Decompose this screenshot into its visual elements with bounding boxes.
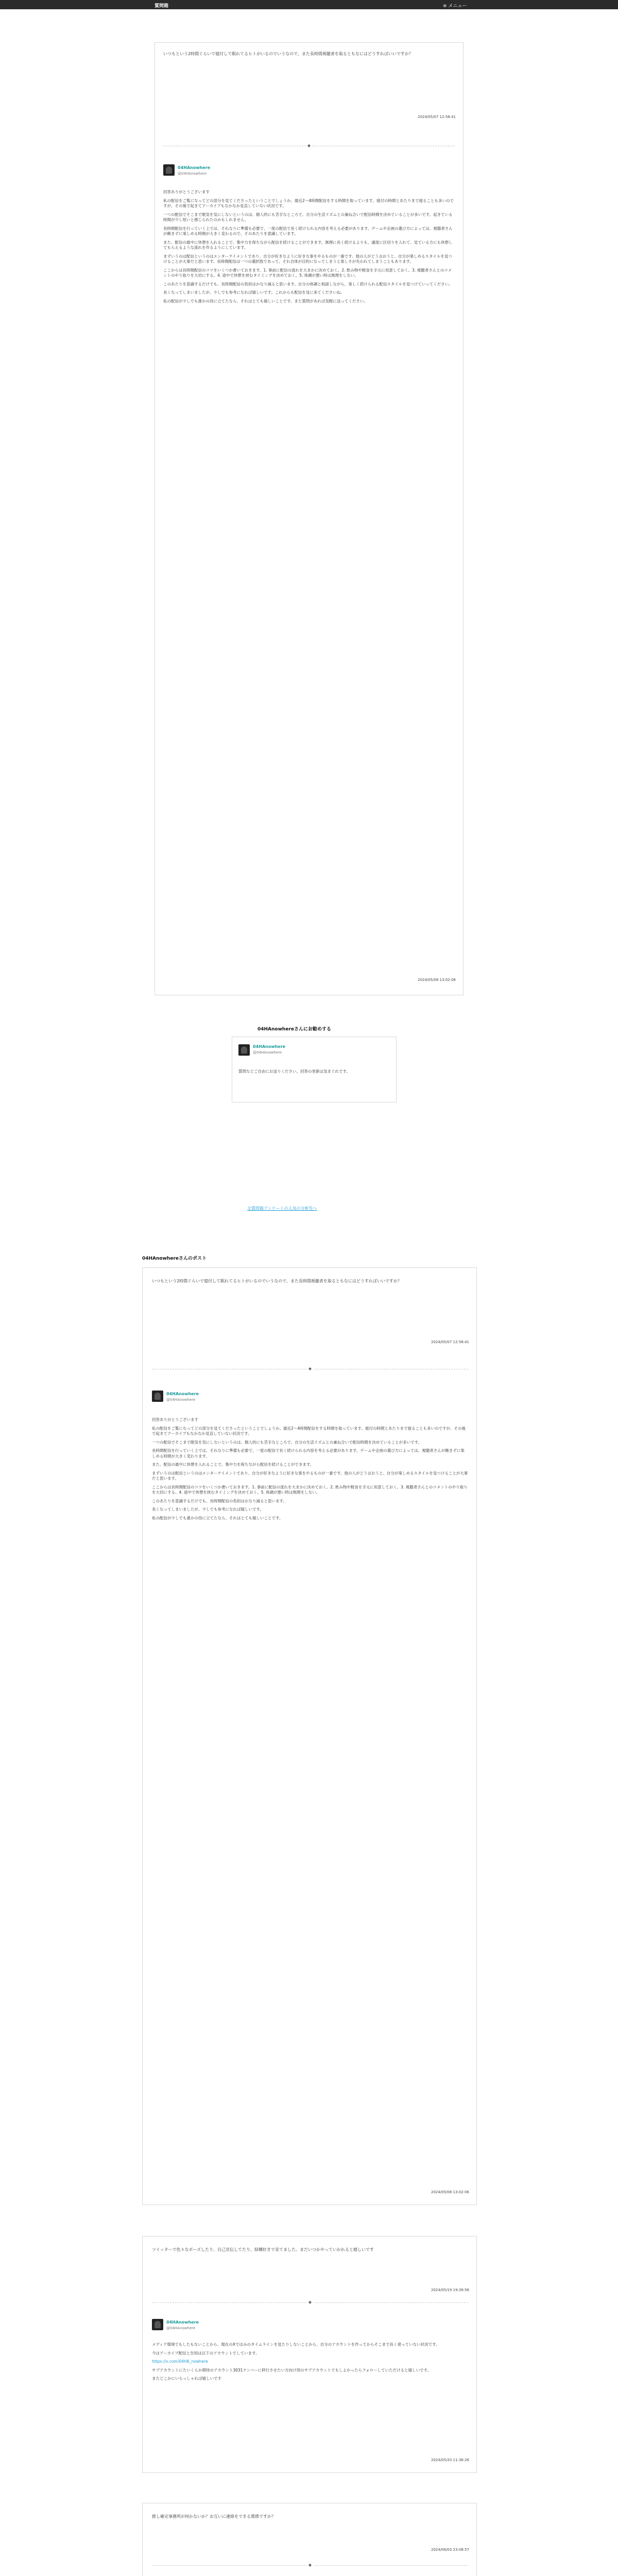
author-handle: @04HAnowhere [178,172,207,176]
section-title: 04HAnowhereさんのポスト [142,1256,207,1261]
menu-button[interactable]: ≡ メニュー [443,4,467,9]
divider-icon: ◆ [307,1366,313,1372]
avatar[interactable] [152,2319,163,2330]
answer-paragraph: このあたりを意識するだけでも、長時間配信の負担はかなり減ると思います。自分の体調と相談しながら、楽しく続けられる配信スタイルを見つけていってください。 [163,281,453,286]
divider-icon: ◆ [307,2562,313,2568]
answer-paragraph: 私の配信をご覧になってどの部分を見てくださったということでしょうか。最近2〜4時間配信をする時間を取っています。寝付の時間とあたりまで寝ることも多いのですが、その後で起きてアーカイブもなかなか見直していない状況です。 [163,198,454,208]
avatar[interactable] [163,164,175,176]
analysis-link[interactable]: 全質問箱アンケートの人気の分析先へ [247,1206,317,1211]
recommend-card[interactable] [232,1037,397,1103]
answer-paragraph: このあたりを意識するだけでも、長時間配信の負担はかなり減ると思います。 [152,1498,287,1503]
answer-paragraph: 私の配信をご覧になってどの部分を見てくださったということでしょうか。最近2〜4時間配信をする時間を取っています。寝付の時間とあたりまで寝ることも多いのですが、その後で起きてアーカイブもなかなか見直していない状況です。 [152,1426,466,1436]
question-date: 2024/05/07 12:58:41 [417,115,456,119]
divider-icon: ◆ [306,143,312,149]
answer-paragraph: 私の配信が少しでも誰かの役に立てたなら、それはとても嬉しいことです。 [152,1515,283,1520]
question-text: いつもという2時間ぐらいで寝付して眠れてるヒトがいるのでいうなので、また長時間視聴者を取るともなにはどうすればいいですか？ [163,52,413,56]
question-date: 2024/05/07 12:58:41 [431,1340,469,1344]
answer-paragraph: 一つの配信でそこまで眠気を気にしないというのは、個人的にも苦手なところで、自分の生活リズムとの兼ね合いで配信時間を決めていることが多いです。 [152,1439,422,1445]
answer-date: 2024/05/20 11:36:26 [431,2458,469,2462]
author-name[interactable]: 04HAnowhere [166,1392,199,1396]
answer-paragraph: また、配信の最中に休憩を入れることで、集中力を保ちながら配信を続けることができます。 [152,1462,314,1467]
answer-paragraph: メディア環境でもしたもないことから、現在のXではみのタイムラインを見たりしないことから、自分のアカウントを作ってからそこまで長く使っていない状況です。 [152,2342,440,2347]
qa-card [154,42,464,995]
avatar[interactable] [152,1391,163,1402]
answer-paragraph: 長時間配信を行っていく上では、それなりに準備も必要で、一度の配信で長く続けられる内容を考える必要があります。ゲームや企画の選び方によっては、視聴者さんが飽きずに楽しめる時間が大きく変わります。 [152,1448,465,1459]
answer-paragraph: また、配信の最中に休憩を入れることで、集中力を保ちながら配信を続けることができます。無理に長く続けるよりも、適度に区切りを入れて、見ている方にも休憩してもらえるような流れを作るようにしています。 [163,240,453,250]
top-bar [0,0,618,9]
answer-paragraph: 回答ありがとうございます [152,1417,198,1422]
recommend-desc: 質問などご自由にお送りください。回答の更新は気まぐれです。 [238,1069,350,1074]
answer-body [152,1417,468,1524]
answer-paragraph: 長くなってしまいましたが、少しでも参考になれば嬉しいです。 [152,1507,264,1512]
answer-paragraph: 長時間配信を行っていく上では、それなりに準備も必要で、一度の配信で長く続けられる内容を考える必要があります。ゲームや企画の選び方によっては、視聴者さんが飽きずに楽しめる時間が大きく変わるので、そのあたりを意識しています。 [163,226,453,236]
qa-card [142,2236,477,2473]
author-handle: @04HAnowhere [166,1398,196,1402]
answer-date: 2024/05/08 13:02:06 [431,2190,469,2194]
answer-link[interactable]: https://x.com/04HA_nowhere [152,2359,208,2364]
answer-paragraph: まずいうのは配信というのはエンターテイメントであり、自分が好きなように好きな事をやるものが一番です。他の人がどう言おうと、自分が楽しめるスタイルを見つけることが大事だと思います。 [152,1470,468,1481]
answer-paragraph: サブアカウントにたいくらか期待のアカウント3031ナンバーに移行させたい方向け別のサブアカウントでもしよかったらフォローしていただけると嬉しいです。 [152,2367,431,2372]
brand-logo[interactable]: 質問箱 [154,4,169,9]
answer-paragraph: ここからは長時間配信のコツをいくつか書いておきます。1. 事前に配信の流れを大まかに決めておく。2. 飲み物や軽食を手元に用意しておく。3. 視聴者さんとのコメントのやり取りを大切にする。4. 途中で休憩を挟むタイミングを決めておく。5. 体調が悪い時は無理をしない。 [152,1484,468,1495]
author-name[interactable]: 04HAnowhere [178,165,211,170]
question-text: ツイッターで色々なポーズしたり、自己宣伝してたり、結構好きで見てました。まだいつかやっていかれると嬉しいです [152,2247,374,2252]
answer-paragraph: 今はアーカイブ配信と告知は以下のアカウントでしています。 [152,2350,260,2355]
question-date: 2024/06/03 23:08:57 [431,2548,469,2552]
answer-paragraph: またどこかにいらっしゃれば嬉しいです [152,2376,221,2381]
qa-card [142,1267,477,2205]
qa-card [142,2503,477,2576]
avatar[interactable] [238,1044,250,1056]
author-handle: @04HAnowhere [166,2326,196,2330]
question-text: いつもという2時間ぐらいで寝付して眠れてるヒトがいるのでいうなので、また長時間視聴者を取るともなにはどうすればいいですか？ [152,1279,402,1283]
answer-body [152,2342,468,2385]
author-name[interactable]: 04HAnowhere [166,2320,199,2325]
answer-paragraph: ここからは長時間配信のコツをいくつか書いておきます。1. 事前に配信の流れを大まかに決めておく。2. 飲み物や軽食を手元に用意しておく。3. 視聴者さんとのコメントのやり取りを大切にする。4. 途中で休憩を挟むタイミングを決めておく。5. 体調が悪い時は無理をしない。 [163,267,452,278]
answer-paragraph: 一つの配信でそこまで眠気を気にしないというのは、個人的にも苦手なところで、自分の生活リズムとの兼ね合いで配信時間を決めていることが多いです。起きている時間が少し短いと感じられたのかもしれません。 [163,212,453,222]
recommend-name[interactable]: 04HAnowhere [253,1044,286,1049]
answer-paragraph: 回答ありがとうございます [163,190,210,194]
divider-icon: ◆ [307,2299,313,2306]
answer-paragraph: まずいうのは配信というのはエンターテイメントであり、自分が好きなように好きな事をやるものが一番です。他の人がどう言おうと、自分が楽しめるスタイルを見つけることが大事だと思います。長時間配信は一つの選択肢であって、それ自体が目的になってしまうと楽しさが失われてしまうこともあります。 [163,253,452,264]
answer-body [163,190,455,307]
recommend-handle: @04HAnowhere [253,1050,282,1055]
answer-date: 2024/05/08 13:02:06 [417,978,456,982]
answer-paragraph: 私の配信が少しでも誰かの役に立てたなら、それはとても嬉しいことです。また質問があれば気軽に送ってください。 [163,298,368,303]
question-text: 推し確定事務所が何かないか？お互いに連絡をできる関係ですか？ [152,2514,276,2519]
answer-paragraph: 長くなってしまいましたが、少しでも参考になれば嬉しいです。これからも配信を見に来てくださいね。 [163,290,345,295]
question-date: 2024/05/19 19:39:56 [431,2288,469,2292]
recommend-title: 04HAnowhereさんにお勧めする [258,1027,331,1032]
